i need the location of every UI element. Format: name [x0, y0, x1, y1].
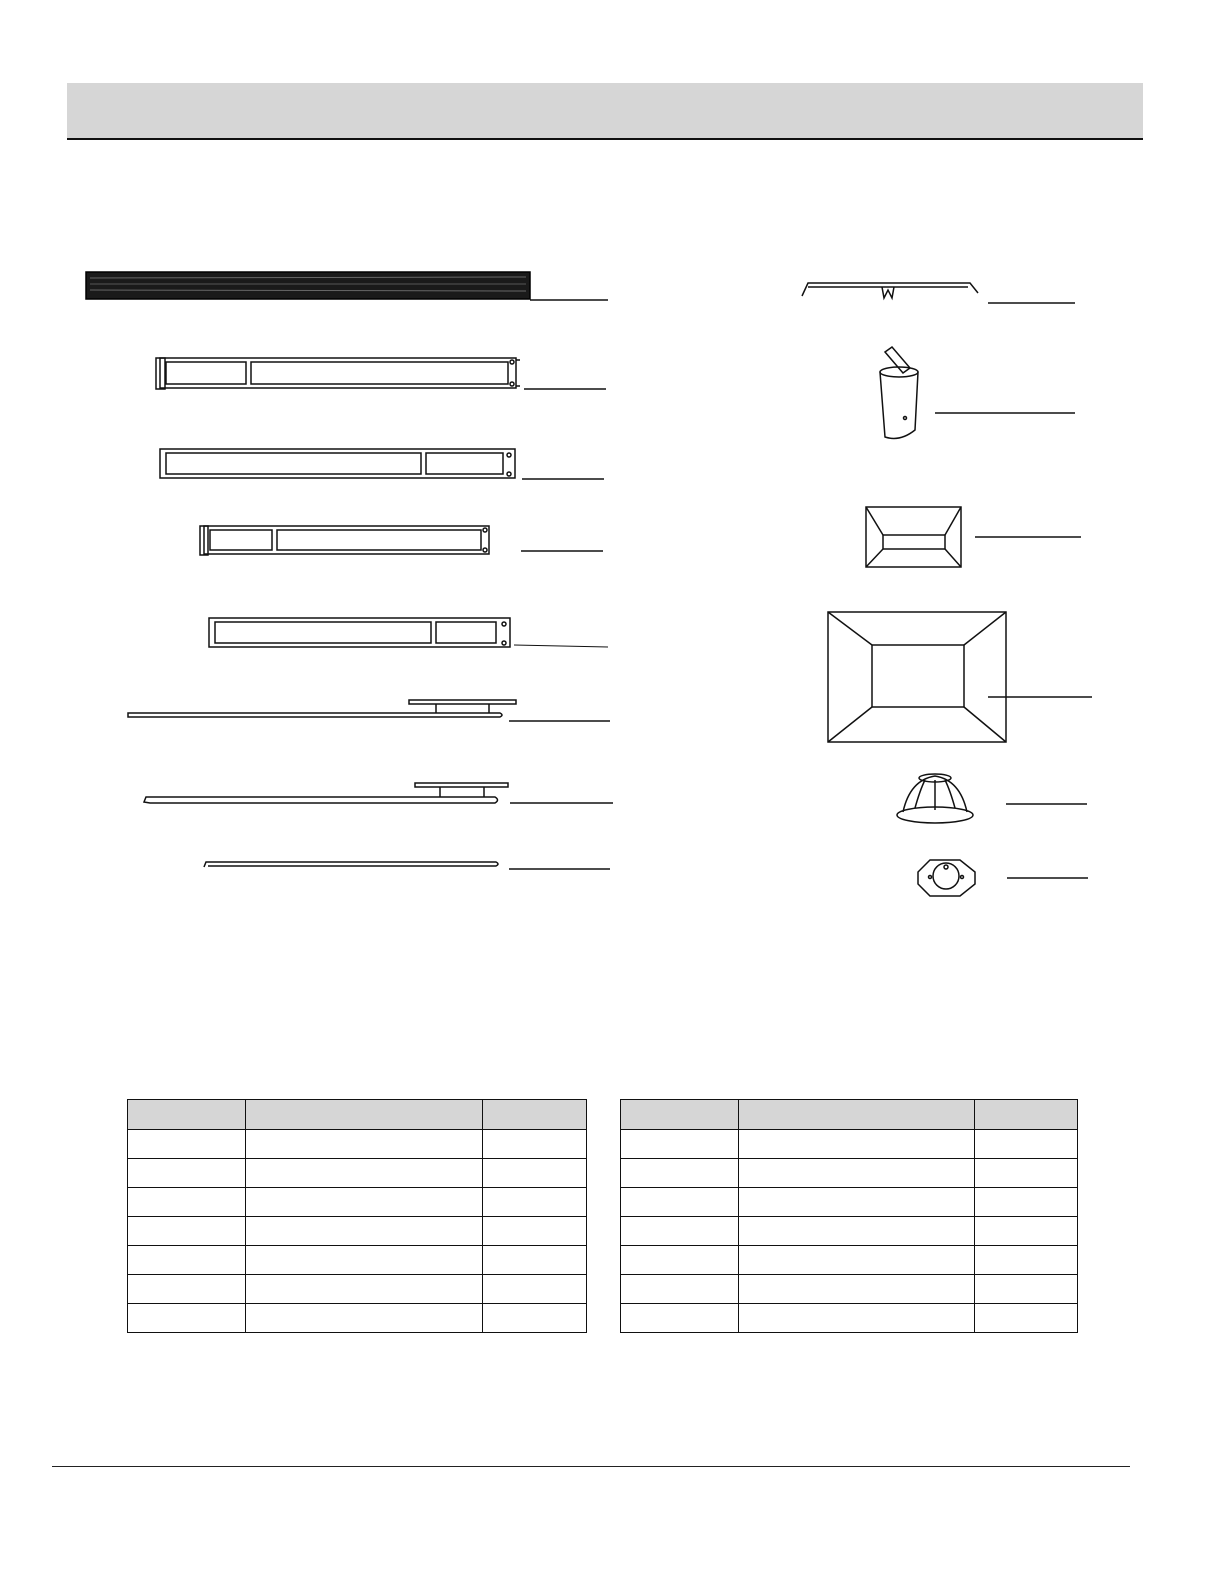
parts-table-right	[620, 1099, 1078, 1333]
cell-part	[621, 1275, 739, 1304]
cell-description	[738, 1130, 974, 1159]
cell-description	[246, 1275, 483, 1304]
table-header-row	[128, 1100, 587, 1130]
cell-quantity	[483, 1246, 587, 1275]
part-6-rod-illustration	[128, 700, 610, 721]
cell-quantity	[483, 1159, 587, 1188]
cell-description	[246, 1188, 483, 1217]
cell-quantity	[483, 1304, 587, 1333]
table-row	[128, 1304, 587, 1333]
part-12-panel-illustration	[828, 612, 1092, 742]
cell-description	[738, 1217, 974, 1246]
table-row	[621, 1188, 1078, 1217]
table-row	[128, 1130, 587, 1159]
part-14-plate-illustration	[918, 860, 1088, 896]
table-row	[621, 1217, 1078, 1246]
part-13-dome-illustration	[897, 774, 1087, 823]
cell-description	[738, 1246, 974, 1275]
cell-part	[128, 1159, 246, 1188]
cell-quantity	[483, 1217, 587, 1246]
table-row	[128, 1217, 587, 1246]
cell-description	[738, 1275, 974, 1304]
table-row	[621, 1304, 1078, 1333]
part-10-sleeve-illustration	[880, 347, 1075, 438]
cell-quantity	[483, 1130, 587, 1159]
cell-quantity	[483, 1188, 587, 1217]
cell-description	[738, 1159, 974, 1188]
parts-table-left	[127, 1099, 587, 1333]
cell-description	[246, 1217, 483, 1246]
cell-part	[621, 1246, 739, 1275]
part-7-rod-illustration	[144, 783, 613, 803]
header-description	[246, 1100, 483, 1130]
footer-divider	[52, 1466, 1130, 1467]
cell-quantity	[974, 1130, 1077, 1159]
cell-description	[246, 1304, 483, 1333]
cell-quantity	[974, 1159, 1077, 1188]
header-quantity	[483, 1100, 587, 1130]
cell-quantity	[974, 1304, 1077, 1333]
cell-quantity	[974, 1217, 1077, 1246]
part-1-rail-illustration	[86, 272, 608, 300]
table-row	[621, 1130, 1078, 1159]
part-5-frame-illustration	[209, 618, 608, 647]
table-header-row	[621, 1100, 1078, 1130]
table-row	[128, 1275, 587, 1304]
header-description	[738, 1100, 974, 1130]
cell-part	[128, 1188, 246, 1217]
cell-part	[128, 1217, 246, 1246]
table-row	[621, 1159, 1078, 1188]
cell-quantity	[974, 1275, 1077, 1304]
cell-quantity	[483, 1275, 587, 1304]
table-row	[621, 1275, 1078, 1304]
cell-part	[128, 1275, 246, 1304]
cell-description	[246, 1130, 483, 1159]
cell-part	[621, 1217, 739, 1246]
cell-part	[128, 1246, 246, 1275]
part-2-frame-illustration	[156, 358, 606, 389]
part-3-frame-illustration	[160, 449, 604, 479]
header-quantity	[974, 1100, 1077, 1130]
table-row	[128, 1188, 587, 1217]
part-8-rod-illustration	[204, 862, 610, 869]
part-11-panel-illustration	[866, 507, 1081, 567]
cell-description	[246, 1159, 483, 1188]
cell-description	[738, 1304, 974, 1333]
cell-part	[128, 1130, 246, 1159]
part-9-bracket-illustration	[802, 283, 1075, 303]
header-part	[128, 1100, 246, 1130]
part-5-callout-line	[514, 645, 608, 647]
table-row	[621, 1246, 1078, 1275]
part-4-frame-illustration	[200, 526, 603, 555]
table-row	[128, 1246, 587, 1275]
table-row	[128, 1159, 587, 1188]
cell-quantity	[974, 1188, 1077, 1217]
cell-description	[738, 1188, 974, 1217]
cell-part	[621, 1304, 739, 1333]
header-part	[621, 1100, 739, 1130]
cell-quantity	[974, 1246, 1077, 1275]
cell-description	[246, 1246, 483, 1275]
cell-part	[128, 1304, 246, 1333]
cell-part	[621, 1188, 739, 1217]
cell-part	[621, 1159, 739, 1188]
cell-part	[621, 1130, 739, 1159]
